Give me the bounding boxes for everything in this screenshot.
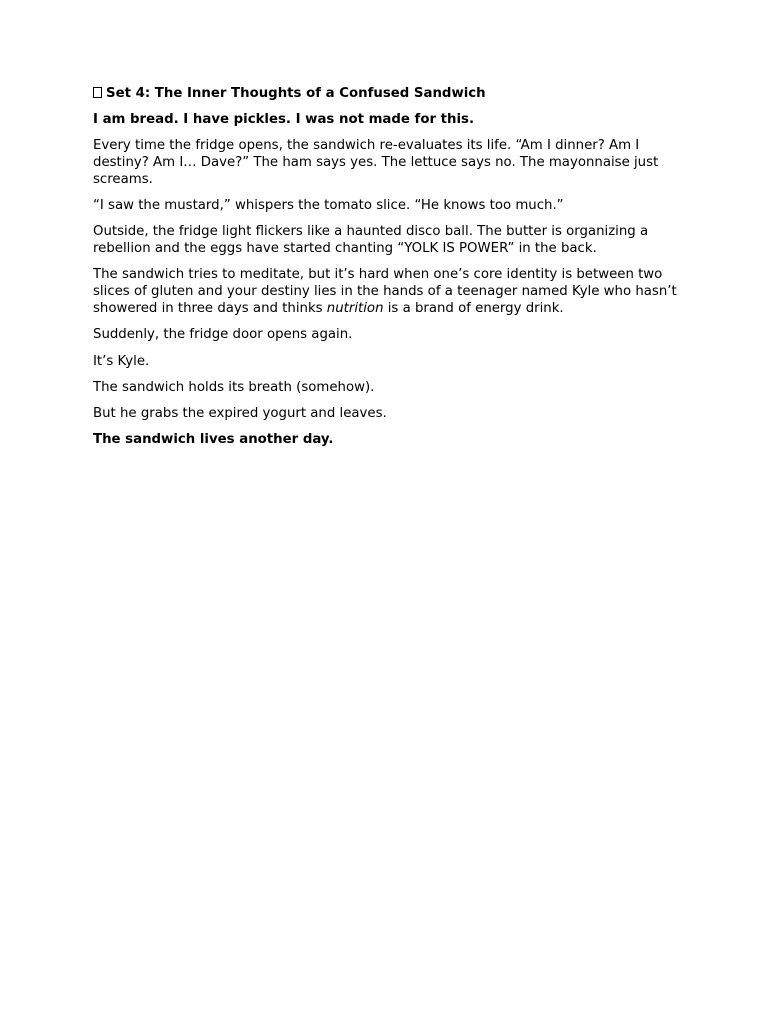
paragraph-its-kyle: It’s Kyle.: [93, 353, 150, 369]
heading-title: Set 4: The Inner Thoughts of a Confused Sandwich: [106, 86, 486, 101]
paragraph-fridge-opens: Every time the fridge opens, the sandwich re-evaluates its life. “Am I dinner? Am I destiny? Am I… Dave?” The ham says yes. The lettuce says no. The mayonnaise just screams.: [93, 138, 659, 187]
paragraph-meditate: [93, 267, 683, 317]
paragraph-meditate-text-after: is a brand of energy drink.: [383, 300, 564, 316]
paragraph-fridge-light: Outside, the fridge light flickers like a haunted disco ball. The butter is organizing a rebellion and the eggs have started chanting “YOLK IS POWER” in the back.: [93, 224, 649, 257]
closing-line: The sandwich lives another day.: [93, 432, 334, 448]
nutrition-italic: nutrition: [326, 300, 384, 316]
document-subtitle: I am bread. I have pickles. I was not made for this.: [93, 111, 475, 127]
missing-glyph-icon: [93, 87, 102, 98]
document-page: [93, 86, 683, 459]
paragraph-mustard: “I saw the mustard,” whispers the tomato slice. “He knows too much.”: [93, 197, 564, 213]
paragraph-door-opens: Suddenly, the fridge door opens again.: [93, 327, 353, 343]
document-heading: [93, 86, 683, 103]
paragraph-holds-breath: The sandwich holds its breath (somehow).: [93, 379, 375, 395]
paragraph-grabs-yogurt: But he grabs the expired yogurt and leaves.: [93, 406, 387, 422]
paragraph-meditate-text-before: The sandwich tries to meditate, but it’s hard when one’s core identity is between two slices of gluten and your destiny lies in the hands of a teenager named Kyle who hasn’t showered in three days and thinks: [93, 267, 677, 316]
